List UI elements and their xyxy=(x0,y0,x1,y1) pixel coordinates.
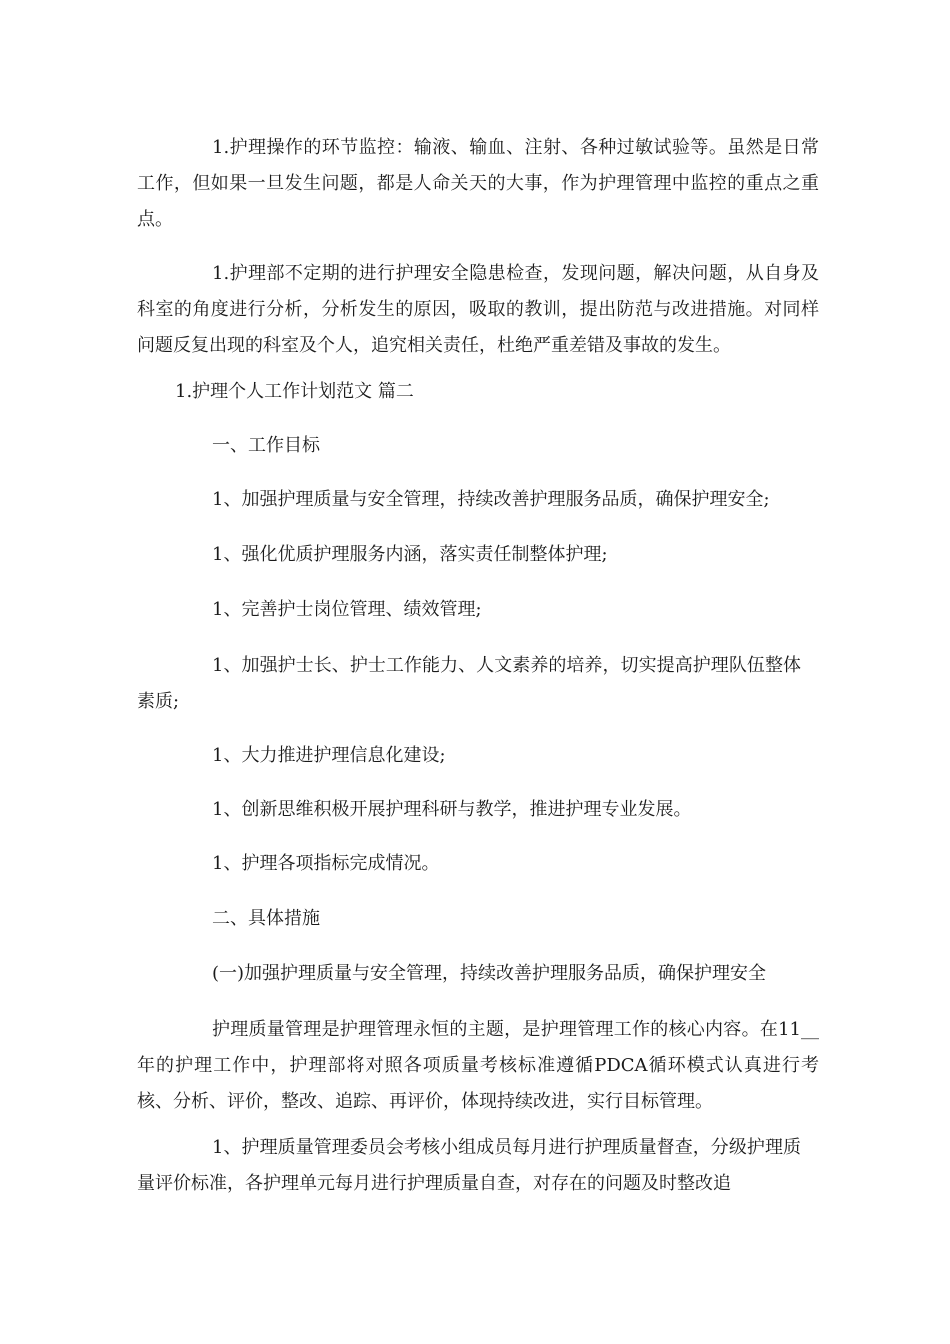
paragraph-2: 1.护理部不定期的进行护理安全隐患检查，发现问题，解决问题，从自身及科室的角度进行分析，分析发生的原因，吸取的教训，提出防范与改进措施。对同样问题反复出现的科室及个人，追究相关责任，杜绝严重差错及事故的发生。 xyxy=(137,263,819,356)
measure-subheading-1: (一)加强护理质量与安全管理，持续改善护理服务品质，确保护理安全 xyxy=(212,963,767,984)
section-heading-part2: 1.护理个人工作计划范文 篇二 xyxy=(175,381,414,402)
paragraph-1: 1.护理操作的环节监控：输液、输血、注射、各种过敏试验等。虽然是日常工作，但如果一旦发生问题，都是人命关天的大事，作为护理管理中监控的重点之重点。 xyxy=(137,137,819,230)
goal-item-1: 1、加强护理质量与安全管理，持续改善护理服务品质，确保护理安全; xyxy=(212,489,770,510)
goal-item-2: 1、强化优质护理服务内涵，落实责任制整体护理; xyxy=(212,544,608,565)
heading-measures: 二、具体措施 xyxy=(212,908,320,929)
goal-item-4: 1、加强护士长、护士工作能力、人文素养的培养，切实提高护理队伍整体素质; xyxy=(137,655,801,712)
paragraph-quality-management: 护理质量管理是护理管理永恒的主题，是护理管理工作的核心内容。在11__年的护理工作中，护理部将对照各项质量考核标准遵循PDCA循环模式认真进行考核、分析、评价，整改、追踪、再评价，体现持续改进，实行目标管理。 xyxy=(137,1019,819,1112)
goal-item-6: 1、创新思维积极开展护理科研与教学，推进护理专业发展。 xyxy=(212,799,692,820)
goal-item-3: 1、完善护士岗位管理、绩效管理; xyxy=(212,599,482,620)
paragraph-quality-committee: 1、护理质量管理委员会考核小组成员每月进行护理质量督查，分级护理质量评价标准，各护理单元每月进行护理质量自查，对存在的问题及时整改追 xyxy=(137,1137,801,1194)
heading-work-goals: 一、工作目标 xyxy=(212,435,320,456)
goal-item-5: 1、大力推进护理信息化建设; xyxy=(212,745,446,766)
goal-item-7: 1、护理各项指标完成情况。 xyxy=(212,853,440,874)
